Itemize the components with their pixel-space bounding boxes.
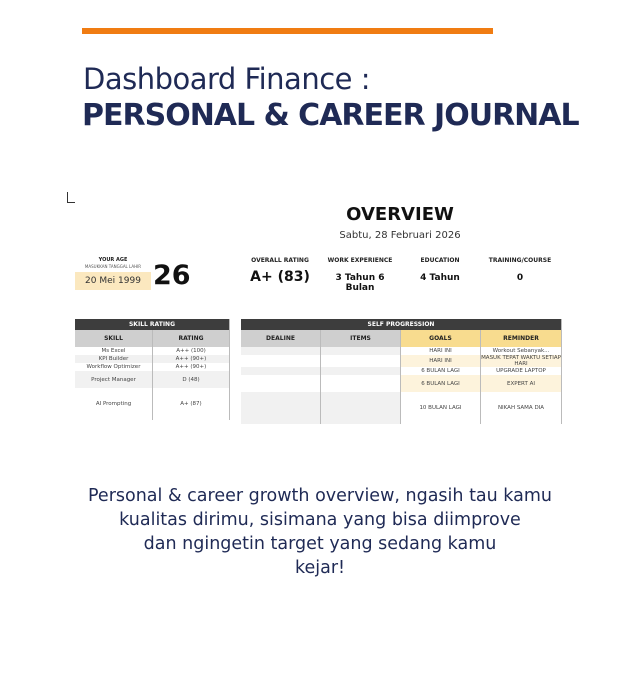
table-row [75, 388, 230, 420]
stat-value: A+ (83) [250, 269, 310, 285]
reminder-cell: Workout Sebanyak... [481, 347, 562, 355]
col-header: SKILL [75, 330, 153, 347]
col-header: DEALINE [241, 330, 321, 347]
table-row [75, 363, 230, 371]
age-value: 26 [153, 260, 191, 291]
table-row [75, 355, 230, 363]
rating-cell: A++ (90+) [153, 355, 230, 363]
reminder-cell: UPGRADE LAPTOP [481, 367, 562, 375]
table-row [75, 371, 230, 388]
rating-cell: D (48) [153, 371, 230, 388]
description-line: dan ngingetin target yang sedang kamu [143, 534, 497, 554]
page-title: Dashboard Finance : [83, 62, 370, 96]
description-text [40, 484, 600, 580]
goal-cell: HARI INI [401, 355, 481, 367]
overview-date: Sabtu, 28 Februari 2026 [339, 230, 461, 241]
overview-title: OVERVIEW [346, 204, 454, 225]
rating-cell: A+ (87) [153, 388, 230, 420]
birth-label: MASUKKAN TANGGAL LAHIR [84, 264, 142, 269]
table-row [75, 347, 230, 355]
table-row [241, 392, 562, 424]
description-line: kejar! [294, 558, 346, 578]
skill-cell: Ms Excel [75, 347, 153, 355]
skill-rating-table [75, 319, 230, 420]
stat-label: OVERALL RATING [251, 257, 309, 264]
goal-cell: 6 BULAN LAGI [401, 367, 481, 375]
stat-label: EDUCATION [420, 257, 460, 264]
accent-bar [82, 28, 493, 34]
corner-mark [67, 192, 75, 203]
goal-cell: 6 BULAN LAGI [401, 375, 481, 392]
col-header: RATING [153, 330, 230, 347]
skill-table-title: SKILL RATING [75, 319, 230, 330]
table-row [241, 375, 562, 392]
reminder-cell: EXPERT AI [481, 375, 562, 392]
age-label: YOUR AGE [98, 257, 128, 263]
progression-table-title: SELF PROGRESSION [241, 319, 562, 330]
goal-cell: HARI INI [401, 347, 481, 355]
reminder-cell: NIKAH SAMA DIA [481, 392, 562, 424]
col-header: REMINDER [481, 330, 562, 347]
stat-label: TRAINING/COURSE [488, 257, 552, 264]
table-row [241, 355, 562, 367]
self-progression-table [241, 319, 562, 424]
col-header: ITEMS [321, 330, 401, 347]
col-header: GOALS [401, 330, 481, 347]
reminder-cell: MASUK TEPAT WAKTU SETIAP HARI [481, 355, 561, 367]
rating-cell: A++ (100) [153, 347, 230, 355]
stat-value: 0 [516, 273, 524, 283]
rating-cell: A++ (90+) [153, 363, 230, 371]
birth-date-input[interactable]: 20 Mei 1999 [75, 272, 151, 290]
stat-value: 3 Tahun 6 Bulan [335, 273, 385, 293]
description-line: kualitas dirimu, sisimana yang bisa diimprove [119, 510, 521, 530]
skill-cell: Workflow Optimizer [75, 363, 153, 371]
skill-cell: Project Manager [75, 371, 153, 388]
page-subtitle: PERSONAL & CAREER JOURNAL [82, 98, 579, 133]
skill-cell: KPI Builder [75, 355, 153, 363]
goal-cell: 10 BULAN LAGI [401, 392, 481, 424]
stat-label: WORK EXPERIENCE [327, 257, 393, 264]
description-line: Personal & career growth overview, ngasih tau kamu [88, 486, 552, 506]
skill-cell: AI Prompting [75, 388, 153, 420]
table-row [241, 367, 562, 375]
table-row [241, 347, 562, 355]
stat-value: 4 Tahun [420, 273, 460, 283]
